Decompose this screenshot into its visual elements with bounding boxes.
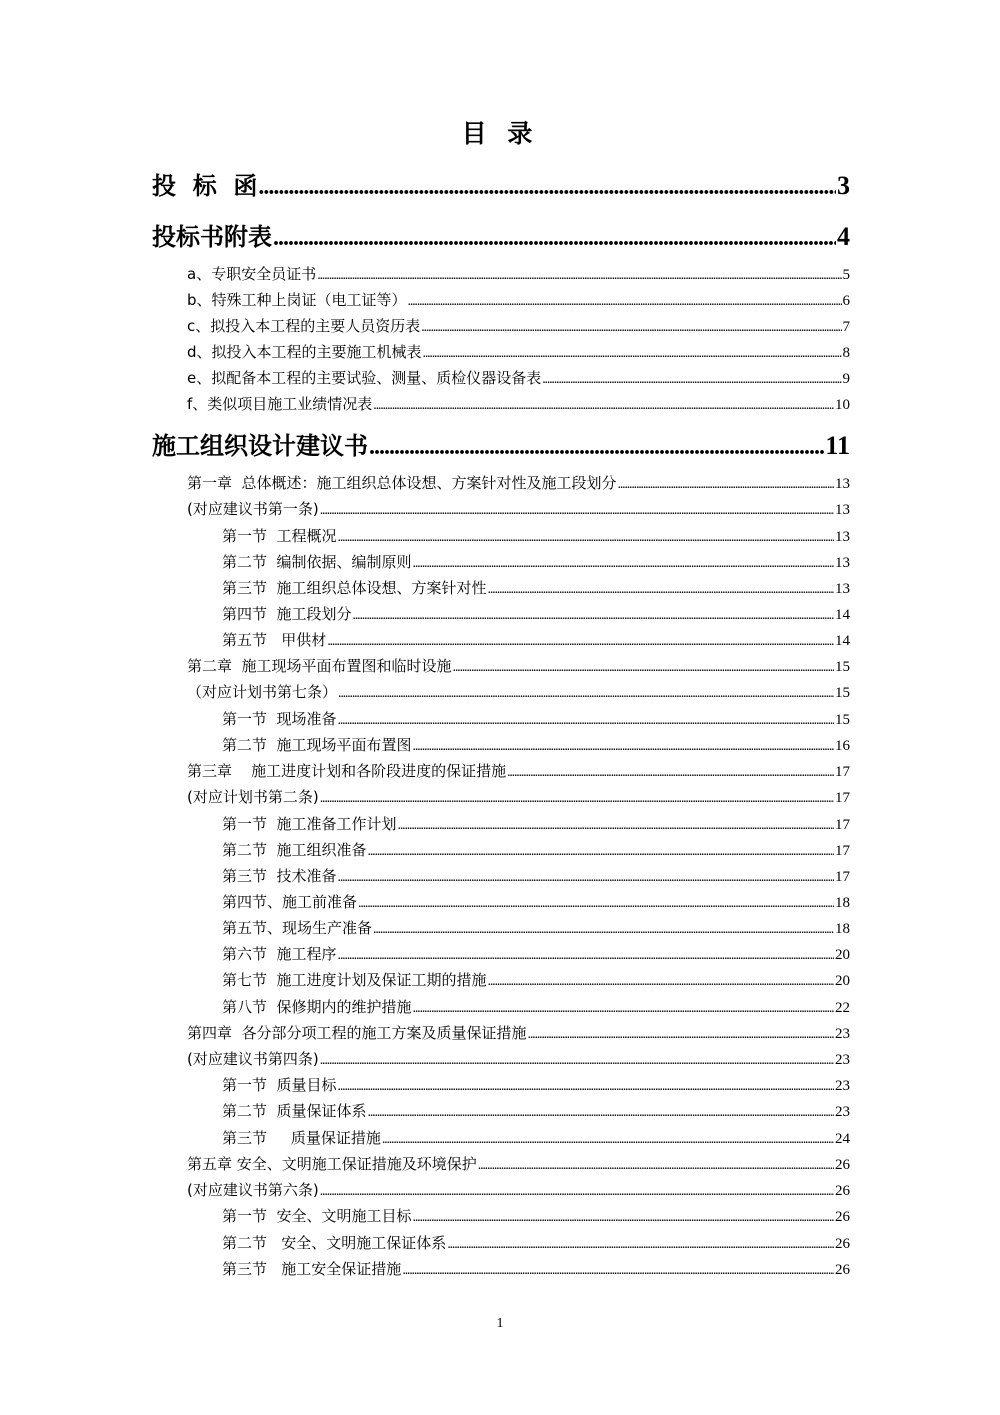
dot-leader: [320, 791, 834, 807]
toc-entry[interactable]: [187, 498, 850, 522]
toc-entry-label: （对应计划书第七条）: [187, 683, 338, 701]
toc-entry[interactable]: [187, 786, 850, 810]
toc-entry-label: 第二章 施工现场平面布置图和临时设施: [187, 657, 452, 675]
toc-entry-label: 第四节、施工前准备: [222, 893, 358, 911]
dot-leader: [327, 634, 834, 650]
toc-entry[interactable]: [222, 813, 850, 837]
toc-entry-page: 11: [825, 431, 850, 460]
toc-entry[interactable]: [222, 577, 850, 601]
toc-entry-label: 第一节 施工准备工作计划: [222, 815, 397, 833]
toc-entry[interactable]: [222, 629, 850, 653]
toc-entry-page: 18: [835, 921, 850, 937]
dot-leader: [320, 503, 834, 519]
toc-entry-label: (对应建议书第四条): [187, 1050, 319, 1068]
toc-entry-page: 26: [835, 1157, 850, 1173]
dot-leader: [368, 844, 834, 860]
toc-entry[interactable]: [222, 1258, 850, 1282]
toc-entry[interactable]: [222, 996, 850, 1020]
dot-leader: [408, 294, 842, 310]
toc-entry-label: 第三节 技术准备: [222, 867, 337, 885]
toc-entry[interactable]: [222, 891, 850, 915]
toc-entry-label: 第一节 工程概况: [222, 527, 337, 545]
toc-entry-page: 20: [835, 973, 850, 989]
toc-entry[interactable]: [222, 708, 850, 732]
dot-leader: [421, 320, 841, 336]
dot-leader: [338, 713, 834, 729]
toc-entry[interactable]: [222, 734, 850, 758]
toc-entry-label: 第四章 各分部分项工程的施工方案及质量保证措施: [187, 1024, 527, 1042]
dot-leader: [528, 1027, 834, 1043]
toc-entry-page: 26: [835, 1236, 850, 1252]
toc-entry-label: 第七节 施工进度计划及保证工期的措施: [222, 971, 487, 989]
toc-entry[interactable]: [187, 1048, 850, 1072]
dot-leader: [402, 1263, 834, 1279]
dot-leader: [413, 1001, 834, 1017]
toc-entry[interactable]: [222, 525, 850, 549]
toc-entry-page: 23: [835, 1104, 850, 1120]
toc-entry-page: 26: [835, 1209, 850, 1225]
toc-entry-label: (对应计划书第二条): [187, 788, 319, 806]
toc-entry-label: 第二节 编制依据、编制原则: [222, 553, 412, 571]
toc-entry[interactable]: [222, 1232, 850, 1256]
toc-entry-page: 13: [835, 555, 850, 571]
toc-entry[interactable]: [222, 1074, 850, 1098]
toc-entry[interactable]: [222, 603, 850, 627]
toc-entry[interactable]: [222, 969, 850, 993]
toc-entry-label: e、拟配备本工程的主要试验、测量、质检仪器设备表: [187, 369, 542, 387]
toc-entry-page: 14: [835, 633, 850, 649]
dot-leader: [542, 372, 841, 388]
dot-leader: [488, 582, 834, 598]
toc-entry-page: 23: [835, 1052, 850, 1068]
dot-leader: [338, 948, 834, 964]
toc-entry-page: 14: [835, 607, 850, 623]
toc-entry-label: (对应建议书第六条): [187, 1181, 319, 1199]
toc-entry-page: 23: [835, 1078, 850, 1094]
toc-entry-page: 20: [835, 947, 850, 963]
toc-title: 目 录: [461, 119, 539, 148]
dot-leader: [373, 922, 834, 938]
toc-entry[interactable]: [187, 289, 850, 313]
dot-leader: [358, 896, 834, 912]
toc-entry-page: 5: [842, 267, 850, 283]
toc-entry[interactable]: [187, 1179, 850, 1203]
toc-entry-page: 17: [835, 764, 850, 780]
dot-leader: [368, 1105, 834, 1121]
toc-entry-page: 15: [835, 659, 850, 675]
dot-leader: [618, 477, 834, 493]
toc-entry-label: 第三节 施工组织总体设想、方案针对性: [222, 579, 487, 597]
toc-entry-label: 第三节 质量保证措施: [222, 1129, 381, 1147]
toc-entry-label: 第五章 安全、文明施工保证措施及环境保护: [187, 1155, 477, 1173]
toc-entry-label: b、特殊工种上岗证（电工证等）: [187, 291, 407, 309]
toc-entry-label: 第二节 施工组织准备: [222, 841, 367, 859]
toc-entry[interactable]: [187, 341, 850, 365]
page-number: 1: [496, 1316, 504, 1331]
toc-entry-label: 第六节 施工程序: [222, 945, 337, 963]
toc-entry-label: f、类似项目施工业绩情况表: [187, 395, 373, 413]
toc-entry[interactable]: [222, 551, 850, 575]
toc-entry[interactable]: [152, 166, 850, 202]
dot-leader: [317, 268, 841, 284]
toc-entry-page: 8: [842, 345, 850, 361]
toc-entry[interactable]: [187, 655, 850, 679]
dot-leader: [413, 556, 834, 572]
toc-entry-page: 10: [835, 397, 850, 413]
dot-leader: [488, 974, 834, 990]
toc-entry[interactable]: [222, 1100, 850, 1124]
toc-entry[interactable]: [187, 315, 850, 339]
toc-entry[interactable]: [152, 217, 850, 253]
toc-entry-page: 26: [835, 1183, 850, 1199]
toc-entry-label: 第八节 保修期内的维护措施: [222, 998, 412, 1016]
toc-entry[interactable]: [187, 1153, 850, 1177]
dot-leader: [398, 818, 834, 834]
dot-leader: [338, 870, 834, 886]
toc-entry-label: 第一节 现场准备: [222, 710, 337, 728]
toc-entry-label: 第二节 安全、文明施工保证体系: [222, 1234, 447, 1252]
dot-leader: [338, 530, 834, 546]
toc-entry[interactable]: [187, 367, 850, 391]
dot-leader: [413, 1210, 834, 1226]
toc-entry[interactable]: [222, 839, 850, 863]
dot-leader: [273, 225, 836, 252]
toc-entry[interactable]: [187, 472, 850, 496]
toc-entry[interactable]: [222, 917, 850, 941]
toc-entry-label: 第五节、现场生产准备: [222, 919, 373, 937]
toc-entry-label: 第三章 施工进度计划和各阶段进度的保证措施: [187, 762, 507, 780]
toc-entry[interactable]: [222, 1205, 850, 1229]
toc-entry[interactable]: [187, 1022, 850, 1046]
toc-entry-label: 第三节 施工安全保证措施: [222, 1260, 402, 1278]
dot-leader: [338, 1079, 834, 1095]
toc-entry-label: 第五节 甲供材: [222, 631, 327, 649]
toc-entry-page: 16: [835, 738, 850, 754]
toc-entry[interactable]: [187, 681, 850, 705]
toc-entry-page: 15: [835, 685, 850, 701]
toc-entry-page: 17: [835, 869, 850, 885]
dot-leader: [453, 660, 834, 676]
toc-entry-label: 施工组织设计建议书: [152, 432, 368, 460]
dot-leader: [258, 174, 836, 201]
toc-entry-page: 13: [835, 581, 850, 597]
dot-leader: [413, 739, 834, 755]
toc-entry-page: 6: [842, 293, 850, 309]
toc-entry-label: 第二节 施工现场平面布置图: [222, 736, 412, 754]
toc-entry-label: d、拟投入本工程的主要施工机械表: [187, 343, 422, 361]
dot-leader: [338, 686, 834, 702]
toc-entry-label: c、拟投入本工程的主要人员资历表: [187, 317, 421, 335]
dot-leader: [478, 1158, 834, 1174]
toc-entry-label: 投 标 函: [152, 172, 258, 200]
toc-entry-page: 17: [835, 817, 850, 833]
toc-entry-page: 13: [835, 476, 850, 492]
toc-entry-label: a、专职安全员证书: [187, 265, 317, 283]
dot-leader: [373, 398, 834, 414]
dot-leader: [320, 1184, 834, 1200]
toc-entry-label: 第一节 安全、文明施工目标: [222, 1207, 412, 1225]
dot-leader: [320, 1053, 834, 1069]
toc-entry-page: 13: [835, 502, 850, 518]
toc-entry[interactable]: [222, 1127, 850, 1151]
toc-entry[interactable]: [187, 760, 850, 784]
toc-entry[interactable]: [187, 263, 850, 287]
toc-entry-page: 18: [835, 895, 850, 911]
toc-entry-page: 23: [835, 1026, 850, 1042]
dot-leader: [507, 765, 834, 781]
toc-entry-page: 7: [842, 319, 850, 335]
dot-leader: [353, 608, 834, 624]
toc-entry[interactable]: [222, 865, 850, 889]
dot-leader: [423, 346, 842, 362]
toc-entry[interactable]: [152, 426, 850, 462]
toc-entry-label: 第一章 总体概述：施工组织总体设想、方案针对性及施工段划分: [187, 474, 617, 492]
toc-entry[interactable]: [187, 393, 850, 417]
toc-entry-page: 13: [835, 529, 850, 545]
dot-leader: [369, 434, 824, 461]
dot-leader: [382, 1132, 834, 1148]
toc-entry-page: 17: [835, 790, 850, 806]
toc-entry-page: 17: [835, 843, 850, 859]
toc-entry-page: 4: [837, 222, 850, 251]
toc-entry-label: 第二节 质量保证体系: [222, 1102, 367, 1120]
toc-entry-page: 22: [835, 1000, 850, 1016]
toc-entry-page: 26: [835, 1262, 850, 1278]
toc-entry-label: 投标书附表: [152, 223, 272, 251]
toc-entry-page: 15: [835, 712, 850, 728]
toc-entry-label: (对应建议书第一条): [187, 500, 319, 518]
toc-entry-page: 9: [842, 371, 850, 387]
toc-entry-page: 3: [837, 171, 850, 200]
toc-entry[interactable]: [222, 943, 850, 967]
dot-leader: [447, 1237, 834, 1253]
toc-entry-label: 第一节 质量目标: [222, 1076, 337, 1094]
toc-entry-page: 24: [835, 1131, 850, 1147]
toc-entry-label: 第四节 施工段划分: [222, 605, 352, 623]
